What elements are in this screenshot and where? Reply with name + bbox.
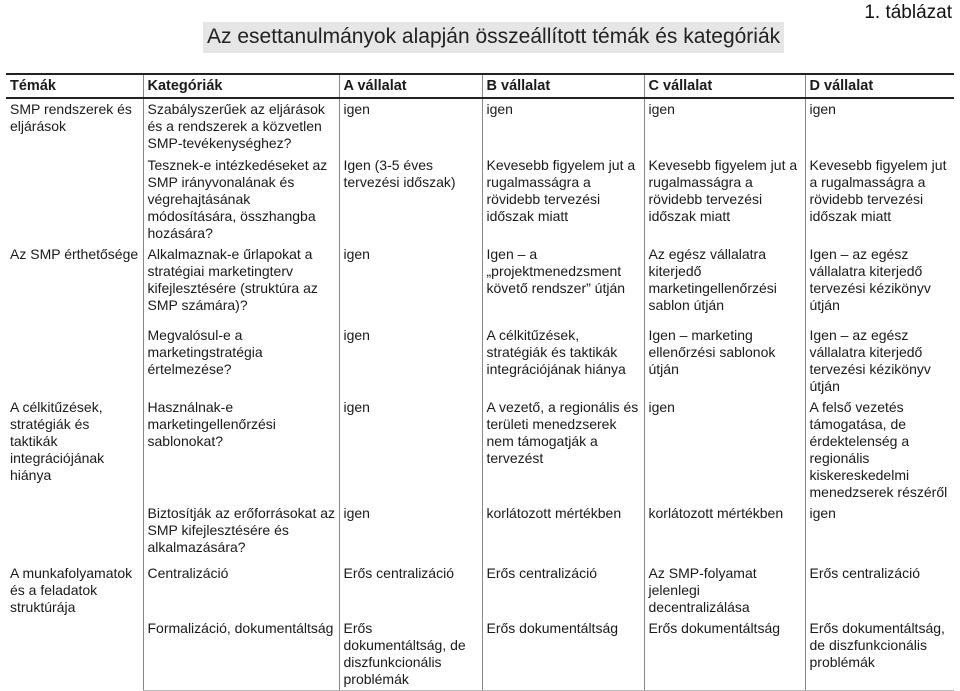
category-cell: Biztosítják az erőforrásokat az SMP kifejlesztésére és alkalmazására?	[143, 503, 339, 563]
company-a-cell: igen	[339, 397, 482, 503]
header-b-vallalat: B vállalat	[482, 74, 644, 98]
company-b-cell: Erős dokumentáltság	[482, 618, 644, 691]
table-number-label: 1. táblázat	[864, 2, 952, 23]
company-d-cell: igen	[805, 503, 954, 563]
company-c-cell: Az SMP-folyamat jelenlegi decentralizálása	[644, 563, 805, 618]
company-a-cell: igen	[339, 244, 482, 325]
company-c-cell: Igen – marketing ellenőrzési sablonok útján	[644, 325, 805, 397]
header-kategoriak: Kategóriák	[143, 74, 339, 98]
category-cell: Formalizáció, dokumentáltság	[143, 618, 339, 691]
category-cell: Alkalmaznak-e űrlapokat a stratégiai marketingterv kifejlesztésére (struktúra az SMP számára)?	[143, 244, 339, 325]
theme-cell: A munkafolyamatok és a feladatok struktúrája	[10, 565, 133, 615]
company-d-cell: Erős dokumentáltság, de diszfunkcionális problémák	[805, 618, 954, 691]
company-c-cell: igen	[644, 397, 805, 503]
company-a-cell: Igen (3-5 éves tervezési időszak)	[339, 155, 482, 244]
company-c-cell: Kevesebb figyelem jut a rugalmasságra a rövidebb tervezési időszak miatt	[644, 155, 805, 244]
table-row	[6, 563, 954, 618]
company-b-cell: A vezető, a regionális és területi menedzserek nem támogatják a tervezést	[482, 397, 644, 503]
table-row	[6, 155, 954, 244]
table-row	[6, 397, 954, 503]
company-d-cell: Kevesebb figyelem jut a rugalmasságra a rövidebb tervezési időszak miatt	[805, 155, 954, 244]
company-b-cell: Kevesebb figyelem jut a rugalmasságra a rövidebb tervezési időszak miatt	[482, 155, 644, 244]
company-c-cell: Erős dokumentáltság	[644, 618, 805, 691]
theme-cell: A célkitűzések, stratégiák és taktikák integrációjának hiánya	[10, 399, 105, 483]
category-cell: Használnak-e marketingellenőrzési sablonokat?	[143, 397, 339, 503]
header-temak: Témák	[6, 74, 143, 98]
company-b-cell: A célkitűzések, stratégiák és taktikák integrációjának hiánya	[482, 325, 644, 397]
category-cell: Tesznek-e intézkedéseket az SMP irányvonalának és végrehajtásának módosítására, összhangba hozására?	[143, 155, 339, 244]
company-b-cell: igen	[482, 98, 644, 155]
table-row	[6, 98, 954, 155]
header-c-vallalat: C vállalat	[644, 74, 805, 98]
company-a-cell: Erős centralizáció	[339, 563, 482, 618]
table-row	[6, 503, 954, 563]
company-d-cell: Igen – az egész vállalatra kiterjedő tervezési kézikönyv útján	[805, 325, 954, 397]
company-d-cell: A felső vezetés támogatása, de érdektelenség a regionális kiskereskedelmi menedzserek részéről	[805, 397, 954, 503]
category-cell: Centralizáció	[143, 563, 339, 618]
company-a-cell: igen	[339, 325, 482, 397]
table-row	[6, 244, 954, 325]
company-d-cell: Erős centralizáció	[805, 563, 954, 618]
category-cell: Szabályszerűek az eljárások és a rendszerek a közvetlen SMP-tevékenységhez?	[143, 98, 339, 155]
company-a-cell: igen	[339, 98, 482, 155]
category-cell: Megvalósul-e a marketingstratégia értelmezése?	[143, 325, 339, 397]
themes-categories-table	[6, 73, 954, 691]
company-b-cell: Erős centralizáció	[482, 563, 644, 618]
company-b-cell: korlátozott mértékben	[482, 503, 644, 563]
company-d-cell: Igen – az egész vállalatra kiterjedő tervezési kézikönyv útján	[805, 244, 954, 325]
header-d-vallalat: D vállalat	[805, 74, 954, 98]
header-row	[6, 74, 954, 98]
company-c-cell: korlátozott mértékben	[644, 503, 805, 563]
company-b-cell: Igen – a „projektmenedzsment követő rendszer” útján	[482, 244, 644, 325]
theme-cell: Az SMP érthetősége	[10, 246, 139, 262]
company-c-cell: igen	[644, 98, 805, 155]
theme-cell: SMP rendszerek és eljárások	[10, 101, 132, 134]
table-row	[6, 618, 954, 691]
table-row	[6, 325, 954, 397]
table-caption: Az esettanulmányok alapján összeállított témák és kategóriák	[203, 22, 784, 53]
company-a-cell: igen	[339, 503, 482, 563]
header-a-vallalat: A vállalat	[339, 74, 482, 98]
company-a-cell: Erős dokumentáltság, de diszfunkcionális problémák	[339, 618, 482, 691]
company-c-cell: Az egész vállalatra kiterjedő marketingellenőrzési sablon útján	[644, 244, 805, 325]
company-d-cell: igen	[805, 98, 954, 155]
